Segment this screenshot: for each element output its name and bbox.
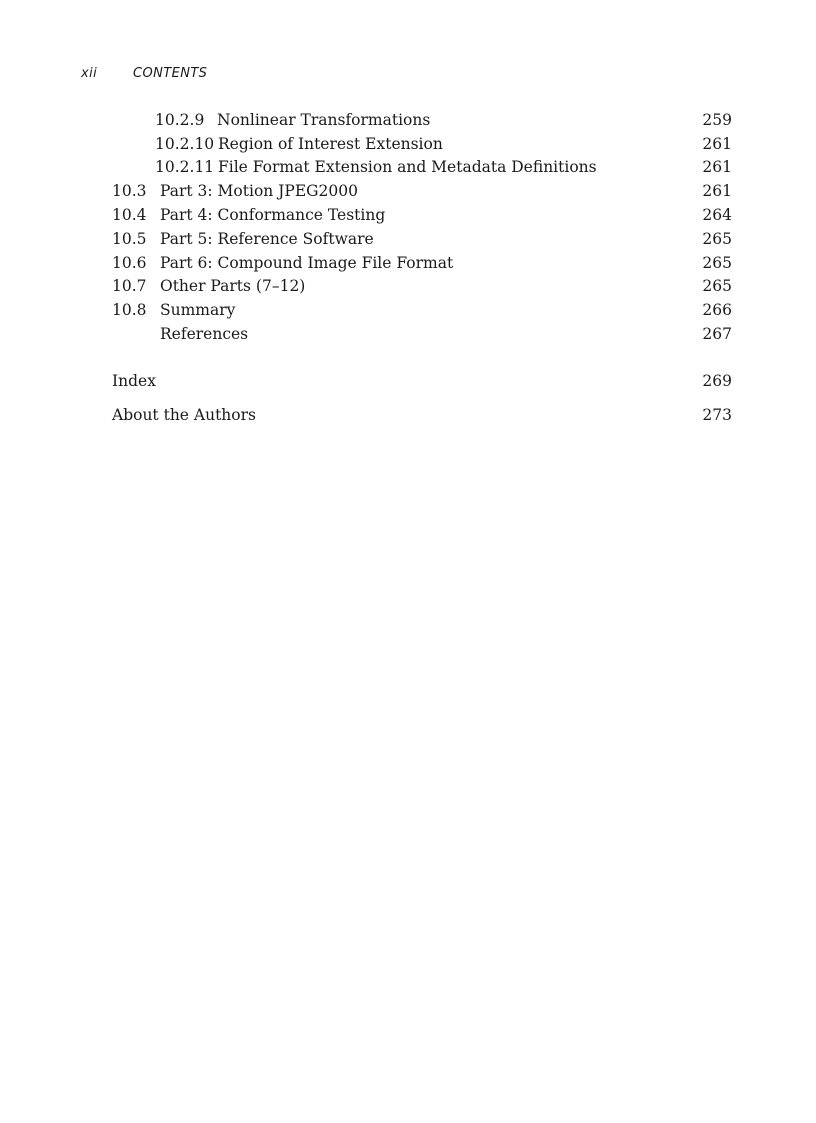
toc-entry-number: 10.7 xyxy=(112,277,147,295)
toc-entry xyxy=(0,156,816,178)
toc-entry-page: 261 xyxy=(702,182,732,200)
toc-entry xyxy=(0,228,816,250)
toc-entry-title: Nonlinear Transformations xyxy=(217,111,431,129)
toc-entry-title: Part 5: Reference Software xyxy=(160,230,374,248)
toc-entry xyxy=(0,252,816,274)
toc-entry-number: 10.2.10 xyxy=(155,135,215,153)
toc-entry-title: Index xyxy=(112,372,156,390)
toc-entry-number: 10.4 xyxy=(112,206,147,224)
toc-entry xyxy=(0,299,816,321)
toc-entry-number: 10.8 xyxy=(112,301,147,319)
toc-entry xyxy=(0,109,816,131)
toc-entry-number: 10.6 xyxy=(112,254,147,272)
toc-entry-number: 10.2.11 xyxy=(155,158,215,176)
toc-entry xyxy=(0,323,816,345)
toc-entry-page: 269 xyxy=(702,372,732,390)
toc-entry-page: 265 xyxy=(702,254,732,272)
running-head-title: CONTENTS xyxy=(133,66,208,81)
toc-entry-page: 264 xyxy=(702,206,732,224)
toc-entry-page: 265 xyxy=(702,230,732,248)
toc-entry-page: 259 xyxy=(702,111,732,129)
toc-entry xyxy=(0,204,816,226)
toc-entry-title: File Format Extension and Metadata Definitions xyxy=(218,158,597,176)
toc-entry-page: 266 xyxy=(702,301,732,319)
toc-entry xyxy=(0,180,816,202)
toc-entry-title: Part 3: Motion JPEG2000 xyxy=(160,182,358,200)
toc-entry-number: 10.5 xyxy=(112,230,147,248)
toc-entry xyxy=(0,275,816,297)
toc-entry-number: 10.3 xyxy=(112,182,147,200)
toc-entry xyxy=(0,404,816,426)
toc-entry-page: 261 xyxy=(702,158,732,176)
toc-entry-page: 267 xyxy=(702,325,732,343)
toc-entry-title: Part 4: Conformance Testing xyxy=(160,206,386,224)
toc-entry xyxy=(0,133,816,155)
toc-entry-title: Other Parts (7–12) xyxy=(160,277,306,295)
toc-entry-title: Region of Interest Extension xyxy=(218,135,443,153)
running-head-page-number: xii xyxy=(81,66,98,81)
toc-entry-page: 265 xyxy=(702,277,732,295)
toc-entry-title: About the Authors xyxy=(112,406,256,424)
toc-entry-number: 10.2.9 xyxy=(155,111,205,129)
toc-entry-title: Summary xyxy=(160,301,236,319)
toc-entry-title: References xyxy=(160,325,249,343)
running-head xyxy=(81,66,207,81)
toc-entry-page: 273 xyxy=(702,406,732,424)
toc-entry-title: Part 6: Compound Image File Format xyxy=(160,254,454,272)
toc-entry xyxy=(0,370,816,392)
toc-entry-page: 261 xyxy=(702,135,732,153)
